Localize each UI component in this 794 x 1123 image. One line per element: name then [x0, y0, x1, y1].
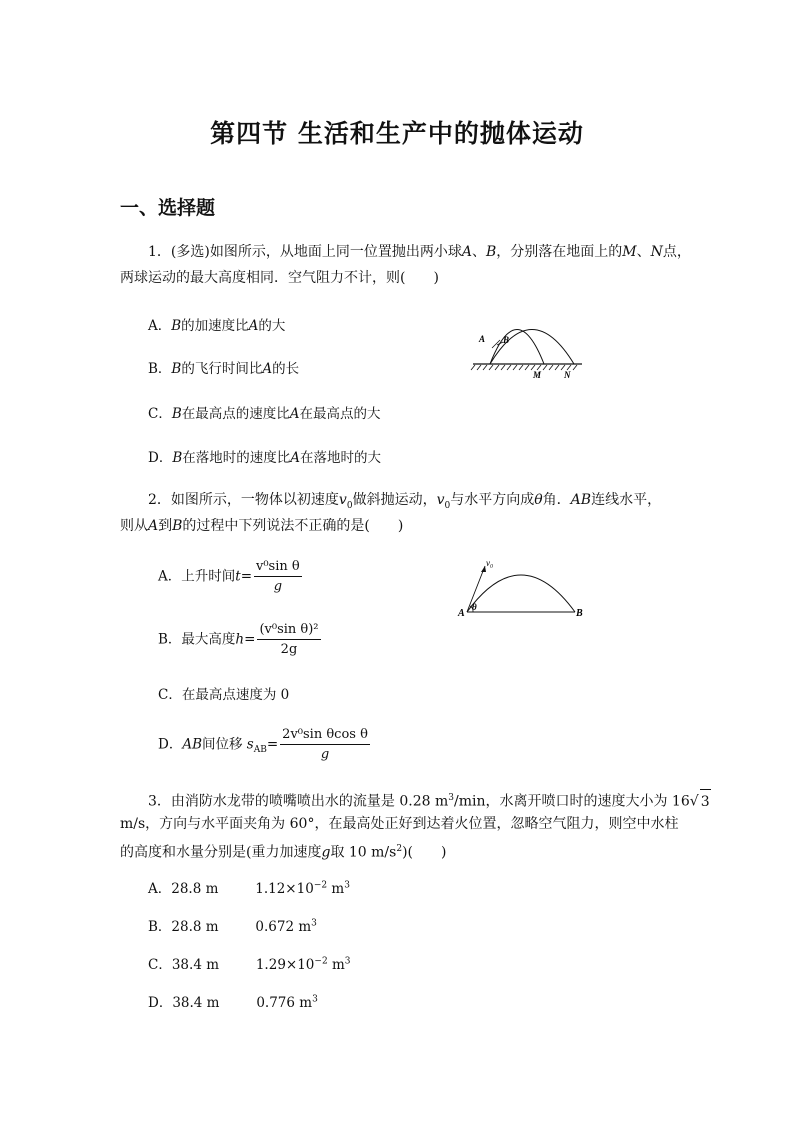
- label-v0: v₀: [486, 558, 494, 568]
- q2-option-b[interactable]: B．最大高度h= $\frac{\text{(v⁰sin θ)²}}{2g}$: [158, 622, 319, 657]
- label-m: M: [533, 370, 542, 380]
- q2-line2: 则从A到B的过程中下列说法不正确的是( ): [120, 518, 404, 534]
- q2-option-d[interactable]: D．AB间位移 $s_{AB}=$ $\frac{\text{2v⁰sin θcos θ}}{g}$: [158, 727, 368, 762]
- q1-option-a[interactable]: A．B的加速度比A的大: [148, 318, 286, 334]
- q2-trajectory-figure: [455, 556, 590, 618]
- label-b: B: [503, 335, 510, 345]
- section-heading: 一、选择题: [120, 197, 216, 219]
- q2-option-c[interactable]: C．在最高点速度为 0: [158, 687, 290, 703]
- q3-line2: m/s，方向与水平面夹角为 60°，在最高处正好到达着火位置，忽略空气阻力，则空中水柱: [120, 816, 679, 832]
- page-title: 第四节 生活和生产中的抛体运动: [210, 119, 584, 148]
- q1-line2: 两球运动的最大高度相同．空气阻力不计，则( ): [120, 270, 439, 286]
- q1-option-d[interactable]: D．B在落地时的速度比A在落地时的大: [148, 450, 381, 466]
- label-b: B: [576, 608, 583, 618]
- formula-displacement: $\frac{\text{2v⁰sin θcos θ}}{g}$: [282, 727, 368, 762]
- q3-option-c[interactable]: C．38.4 m $1.29\times 10^{-2}$ $m^3$: [148, 956, 351, 973]
- q2-line1: 2．如图所示，一物体以初速度$v_0$做斜抛运动，$v_0$与水平方向成θ角．AB连线水平，: [148, 492, 662, 511]
- q3-option-a[interactable]: A．28.8 m $1.12\times 10^{-2}$ $m^3$: [148, 880, 350, 897]
- q3-option-d[interactable]: D．38.4 m 0.776 $m^3$: [148, 994, 318, 1011]
- label-theta: θ: [472, 602, 477, 612]
- ground-hatching: [471, 365, 577, 370]
- trajectory-a: [490, 330, 544, 365]
- q1-trajectory-figure: [470, 315, 590, 385]
- label-n: N: [564, 370, 571, 380]
- q3-option-b[interactable]: B．28.8 m 0.672 $m^3$: [148, 918, 317, 935]
- q3-line3: 的高度和水量分别是(重力加速度g取 10 $m/s^2$)( ): [120, 844, 447, 861]
- q1-line1: 1．(多选)如图所示，从地面上同一位置抛出两小球A、B，分别落在地面上的M、N点，: [148, 244, 691, 260]
- formula-max-height: $\frac{\text{(v⁰sin θ)²}}{2g}$: [259, 622, 319, 657]
- q2-option-a[interactable]: A．上升时间t= $\frac{\text{v⁰sin θ}}{g}$: [158, 559, 300, 594]
- q1-option-c[interactable]: C．B在最高点的速度比A在最高点的大: [148, 406, 381, 422]
- q3-line1: 3．由消防水龙带的喷嘴喷出水的流量是 0.28 $m^3/\min$，水离开喷口时的速度大小为 16√ 3: [148, 786, 711, 814]
- formula-rise-time: $\frac{\text{v⁰sin θ}}{g}$: [256, 559, 300, 594]
- label-a: A: [458, 608, 465, 618]
- label-a: A: [479, 334, 486, 344]
- parabola: [467, 575, 575, 612]
- q1-option-b[interactable]: B．B的飞行时间比A的长: [148, 361, 300, 377]
